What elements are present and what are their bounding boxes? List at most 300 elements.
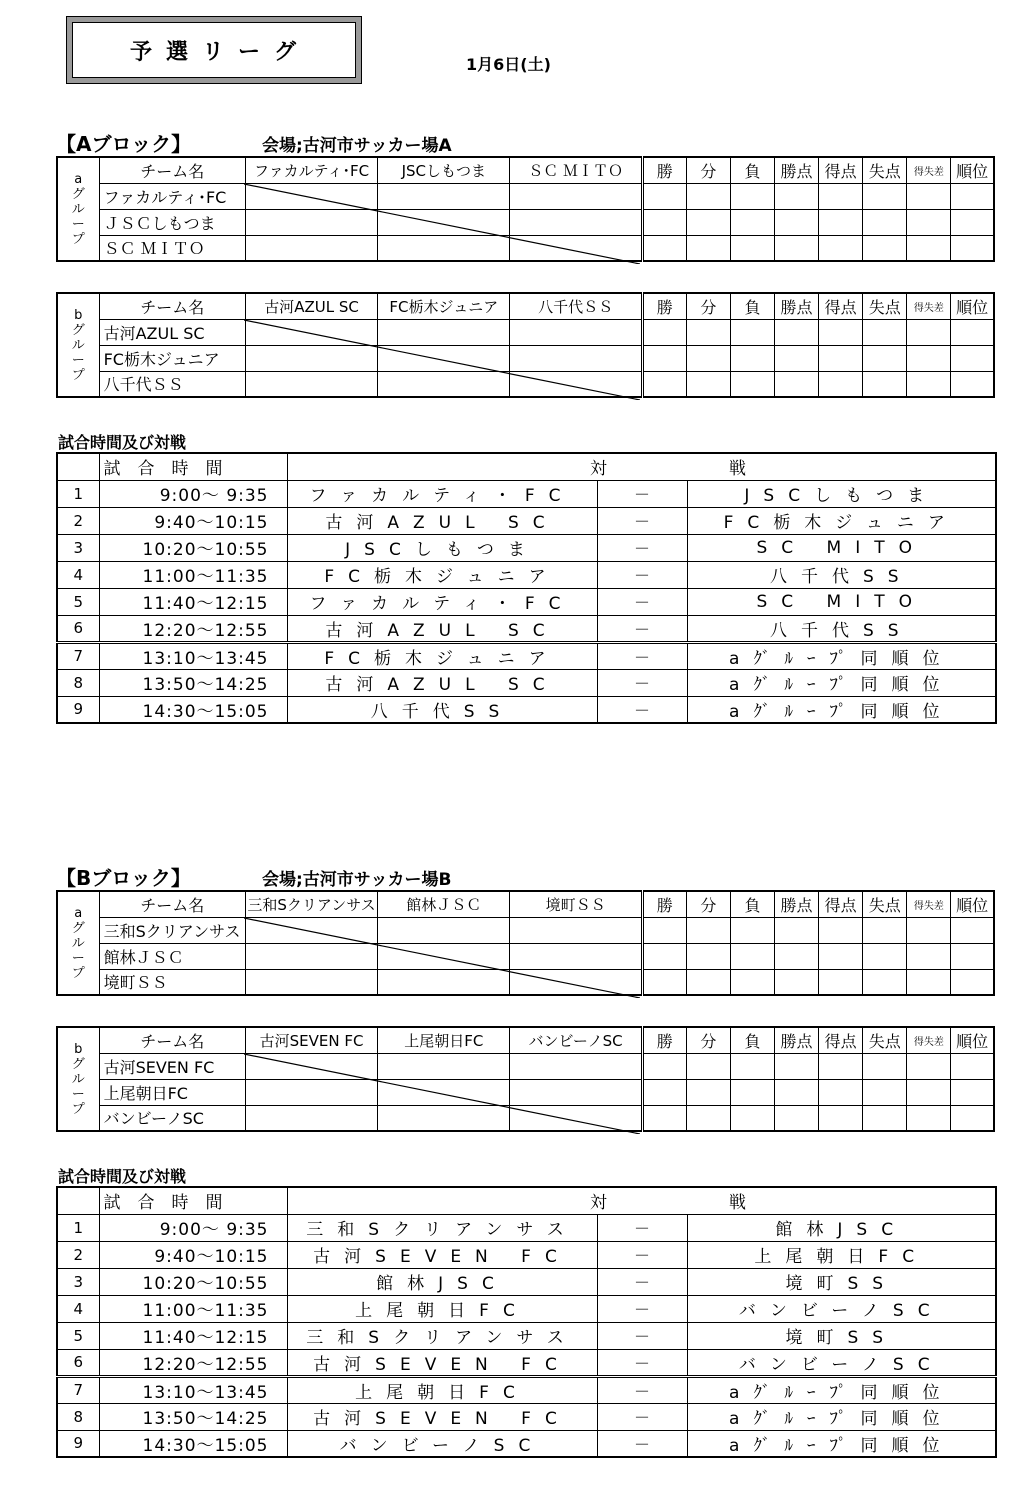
away-team: aｸﾞﾙｰﾌﾟ同順位	[687, 1403, 996, 1430]
home-team: 古河AZUL SC	[287, 615, 597, 642]
result-cell	[245, 1105, 377, 1131]
stat-cell	[907, 235, 951, 261]
stat-cell	[775, 345, 819, 371]
result-cell	[245, 209, 377, 235]
home-team: 八千代SS	[287, 696, 597, 723]
group-label-char: プ	[71, 231, 85, 247]
stat-cell	[642, 235, 686, 261]
result-cell	[510, 183, 642, 209]
stat-header: 負	[730, 157, 774, 183]
group-label-char: プ	[71, 1101, 85, 1117]
stat-cell	[730, 183, 774, 209]
match-number: 1	[57, 480, 99, 507]
versus-dash: －	[597, 1295, 687, 1322]
row-team-name: 三和Sクリアンサス	[99, 917, 245, 943]
row-team-name: 八千代ＳＳ	[99, 371, 245, 397]
league-team-row	[57, 1079, 994, 1105]
stat-cell	[730, 969, 774, 995]
stat-cell	[951, 209, 994, 235]
stat-cell	[819, 345, 863, 371]
match-number: 3	[57, 534, 99, 561]
venue-label: 会場;古河市サッカー場B	[262, 870, 452, 890]
result-cell	[510, 917, 642, 943]
column-team-name: 館林ＪＳＣ	[378, 891, 510, 917]
schedule-title: 試合時間及び対戦	[58, 433, 187, 452]
match-row	[57, 1376, 996, 1403]
vs-header-right: 戦	[687, 1187, 996, 1214]
stat-cell	[907, 183, 951, 209]
group-label-char: グ	[71, 920, 85, 936]
row-team-name: 古河SEVEN FC	[99, 1053, 245, 1079]
stat-cell	[951, 969, 994, 995]
away-team: 八千代SS	[687, 561, 996, 588]
stat-cell	[819, 183, 863, 209]
match-row	[57, 1349, 996, 1376]
stat-header: 勝点	[775, 293, 819, 319]
away-team: aｸﾞﾙｰﾌﾟ同順位	[687, 642, 996, 669]
stat-cell	[730, 209, 774, 235]
league-team-row	[57, 319, 994, 345]
schedule-header-row	[57, 1187, 996, 1214]
stat-cell	[730, 319, 774, 345]
match-number: 4	[57, 1295, 99, 1322]
league-team-row	[57, 917, 994, 943]
league-team-row	[57, 209, 994, 235]
stat-header: 勝点	[775, 891, 819, 917]
away-team: aｸﾞﾙｰﾌﾟ同順位	[687, 696, 996, 723]
versus-dash: －	[597, 696, 687, 723]
stat-cell	[775, 1105, 819, 1131]
stat-cell	[951, 235, 994, 261]
home-team: 館林JSC	[287, 1268, 597, 1295]
away-team: バンビーノSC	[687, 1349, 996, 1376]
stat-cell	[907, 345, 951, 371]
stat-cell	[907, 319, 951, 345]
stat-cell	[730, 345, 774, 371]
versus-dash: －	[597, 588, 687, 615]
column-team-name: ファカルティ･FC	[245, 157, 377, 183]
league-team-row	[57, 345, 994, 371]
stat-cell	[951, 1079, 994, 1105]
versus-dash: －	[597, 669, 687, 696]
group-label-char: ー	[71, 216, 85, 232]
stat-cell	[730, 371, 774, 397]
stat-header: 得失差	[907, 157, 951, 183]
stat-header: 得失差	[907, 891, 951, 917]
stat-cell	[730, 235, 774, 261]
group-label-char: ル	[71, 337, 85, 353]
result-cell	[510, 209, 642, 235]
group-label-char: ル	[71, 201, 85, 217]
stat-cell	[686, 969, 730, 995]
column-team-name: FC栃木ジュニア	[378, 293, 510, 319]
match-row	[57, 615, 996, 642]
stat-cell	[686, 1053, 730, 1079]
stat-cell	[819, 1079, 863, 1105]
result-cell	[510, 345, 642, 371]
stat-cell	[863, 943, 907, 969]
home-team: FC栃木ジュニア	[287, 642, 597, 669]
result-cell	[510, 969, 642, 995]
stat-cell	[819, 319, 863, 345]
versus-dash: －	[597, 1322, 687, 1349]
column-team-name: 上尾朝日FC	[378, 1027, 510, 1053]
stat-cell	[730, 1079, 774, 1105]
match-number: 3	[57, 1268, 99, 1295]
group-label-char: グ	[71, 1056, 85, 1072]
league-header-row	[57, 891, 994, 917]
league-header-row	[57, 1027, 994, 1053]
match-number: 2	[57, 1241, 99, 1268]
group-label	[57, 891, 99, 995]
row-team-name: 境町ＳＳ	[99, 969, 245, 995]
stat-cell	[642, 1105, 686, 1131]
stat-cell	[775, 235, 819, 261]
versus-dash: －	[597, 1430, 687, 1457]
stat-cell	[907, 969, 951, 995]
stat-cell	[819, 943, 863, 969]
stat-header: 失点	[863, 1027, 907, 1053]
schedule-header-row	[57, 453, 996, 480]
match-row	[57, 1241, 996, 1268]
match-row	[57, 1268, 996, 1295]
stat-header: 分	[686, 293, 730, 319]
home-team: 古河AZUL SC	[287, 669, 597, 696]
result-cell	[510, 319, 642, 345]
stat-header: 勝	[642, 891, 686, 917]
stat-header: 順位	[951, 157, 994, 183]
stat-header: 順位	[951, 891, 994, 917]
page-title-frame	[66, 16, 362, 84]
result-cell	[245, 183, 377, 209]
vs-header-left: 対	[287, 453, 687, 480]
stat-cell	[775, 209, 819, 235]
result-cell	[245, 1079, 377, 1105]
stat-header: 負	[730, 293, 774, 319]
stat-header: 得失差	[907, 1027, 951, 1053]
versus-dash: －	[597, 1403, 687, 1430]
away-team: aｸﾞﾙｰﾌﾟ同順位	[687, 669, 996, 696]
result-cell	[378, 371, 510, 397]
stat-cell	[686, 917, 730, 943]
match-row	[57, 507, 996, 534]
group-label	[57, 157, 99, 261]
match-row	[57, 669, 996, 696]
column-team-name: JSCしもつま	[378, 157, 510, 183]
schedule-table	[56, 452, 997, 724]
result-cell	[378, 183, 510, 209]
stat-cell	[642, 1053, 686, 1079]
versus-dash: －	[597, 480, 687, 507]
stat-cell	[686, 235, 730, 261]
home-team: 古河SEVEN FC	[287, 1241, 597, 1268]
result-cell	[510, 1105, 642, 1131]
group-label-char: プ	[71, 367, 85, 383]
stat-cell	[775, 917, 819, 943]
league-team-row	[57, 1105, 994, 1131]
match-time: 14:30～15:05	[99, 1430, 287, 1457]
stat-cell	[686, 319, 730, 345]
column-team-name: ＳＣ ＭＩＴＯ	[510, 157, 642, 183]
stat-cell	[863, 1079, 907, 1105]
versus-dash: －	[597, 1349, 687, 1376]
result-cell	[378, 917, 510, 943]
stat-header: 勝	[642, 293, 686, 319]
stat-header: 勝点	[775, 1027, 819, 1053]
stat-cell	[907, 1053, 951, 1079]
result-cell	[510, 235, 642, 261]
team-name-header: チーム名	[99, 891, 245, 917]
stat-cell	[686, 943, 730, 969]
stat-cell	[730, 943, 774, 969]
stat-cell	[819, 209, 863, 235]
away-team: 境町SS	[687, 1322, 996, 1349]
versus-dash: －	[597, 507, 687, 534]
match-number: 6	[57, 1349, 99, 1376]
result-cell	[378, 943, 510, 969]
stat-cell	[642, 969, 686, 995]
match-time: 13:10～13:45	[99, 642, 287, 669]
result-cell	[510, 943, 642, 969]
result-cell	[245, 943, 377, 969]
row-team-name: バンビーノSC	[99, 1105, 245, 1131]
result-cell	[245, 235, 377, 261]
match-time: 13:50～14:25	[99, 1403, 287, 1430]
stat-cell	[951, 943, 994, 969]
stat-header: 得点	[819, 1027, 863, 1053]
stat-cell	[686, 1079, 730, 1105]
group-label-char: ー	[71, 950, 85, 966]
match-time: 13:50～14:25	[99, 669, 287, 696]
result-cell	[245, 917, 377, 943]
group-label	[57, 293, 99, 397]
stat-cell	[642, 183, 686, 209]
stat-cell	[819, 969, 863, 995]
stat-cell	[642, 917, 686, 943]
stat-cell	[907, 1079, 951, 1105]
stat-cell	[863, 969, 907, 995]
match-time: 9:40～10:15	[99, 1241, 287, 1268]
stat-cell	[730, 1105, 774, 1131]
group-label-char: b	[74, 1041, 83, 1057]
column-team-name: 八千代ＳＳ	[510, 293, 642, 319]
league-team-row	[57, 943, 994, 969]
stat-cell	[863, 235, 907, 261]
home-team: ファカルティ・FC	[287, 588, 597, 615]
versus-dash: －	[597, 534, 687, 561]
home-team: 古河SEVEN FC	[287, 1403, 597, 1430]
home-team: FC栃木ジュニア	[287, 561, 597, 588]
group-label-char: ル	[71, 1071, 85, 1087]
league-team-row	[57, 183, 994, 209]
stat-header: 勝	[642, 1027, 686, 1053]
stat-cell	[642, 371, 686, 397]
away-team: SC MITO	[687, 534, 996, 561]
home-team: JSCしもつま	[287, 534, 597, 561]
stat-cell	[686, 1105, 730, 1131]
match-time: 11:00～11:35	[99, 561, 287, 588]
stat-cell	[642, 319, 686, 345]
league-team-row	[57, 969, 994, 995]
away-team: aｸﾞﾙｰﾌﾟ同順位	[687, 1430, 996, 1457]
result-cell	[245, 969, 377, 995]
match-number: 9	[57, 696, 99, 723]
match-number: 2	[57, 507, 99, 534]
match-row	[57, 1295, 996, 1322]
result-cell	[378, 319, 510, 345]
stat-cell	[819, 371, 863, 397]
schedule-no-header	[57, 1187, 99, 1214]
versus-dash: －	[597, 561, 687, 588]
stat-header: 勝	[642, 157, 686, 183]
stat-cell	[819, 917, 863, 943]
match-time: 10:20～10:55	[99, 1268, 287, 1295]
match-number: 5	[57, 588, 99, 615]
match-row	[57, 1403, 996, 1430]
venue-label: 会場;古河市サッカー場A	[262, 136, 452, 156]
away-team: aｸﾞﾙｰﾌﾟ同順位	[687, 1376, 996, 1403]
schedule-title: 試合時間及び対戦	[58, 1167, 187, 1186]
stat-cell	[819, 1105, 863, 1131]
result-cell	[510, 1053, 642, 1079]
match-row	[57, 1214, 996, 1241]
stat-cell	[686, 183, 730, 209]
stat-cell	[951, 1053, 994, 1079]
stat-cell	[951, 319, 994, 345]
match-row	[57, 480, 996, 507]
match-time: 12:20～12:55	[99, 615, 287, 642]
stat-cell	[951, 917, 994, 943]
stat-header: 分	[686, 157, 730, 183]
stat-cell	[642, 1079, 686, 1105]
stat-header: 分	[686, 891, 730, 917]
home-team: 古河SEVEN FC	[287, 1349, 597, 1376]
match-time: 11:00～11:35	[99, 1295, 287, 1322]
match-number: 8	[57, 669, 99, 696]
versus-dash: －	[597, 615, 687, 642]
team-name-header: チーム名	[99, 157, 245, 183]
home-team: 上尾朝日FC	[287, 1376, 597, 1403]
stat-cell	[686, 345, 730, 371]
team-name-header: チーム名	[99, 293, 245, 319]
stat-header: 勝点	[775, 157, 819, 183]
away-team: バンビーノSC	[687, 1295, 996, 1322]
home-team: 古河AZUL SC	[287, 507, 597, 534]
stat-cell	[863, 209, 907, 235]
stat-header: 分	[686, 1027, 730, 1053]
stat-cell	[730, 917, 774, 943]
time-header: 試 合 時 間	[99, 453, 287, 480]
column-team-name: 古河SEVEN FC	[245, 1027, 377, 1053]
league-team-row	[57, 1053, 994, 1079]
match-number: 1	[57, 1214, 99, 1241]
match-row	[57, 696, 996, 723]
home-team: ファカルティ・FC	[287, 480, 597, 507]
match-number: 9	[57, 1430, 99, 1457]
match-row	[57, 1322, 996, 1349]
versus-dash: －	[597, 1376, 687, 1403]
group-label-char: グ	[71, 186, 85, 202]
result-cell	[245, 1053, 377, 1079]
stat-cell	[819, 235, 863, 261]
result-cell	[245, 345, 377, 371]
match-time: 9:00～ 9:35	[99, 1214, 287, 1241]
result-cell	[378, 209, 510, 235]
result-cell	[378, 969, 510, 995]
column-team-name: 三和Sクリアンサス	[245, 891, 377, 917]
stat-cell	[951, 183, 994, 209]
stat-header: 負	[730, 891, 774, 917]
result-cell	[378, 345, 510, 371]
result-cell	[510, 371, 642, 397]
stat-cell	[775, 371, 819, 397]
stat-cell	[775, 1053, 819, 1079]
stat-cell	[907, 1105, 951, 1131]
stat-header: 得点	[819, 891, 863, 917]
match-row	[57, 642, 996, 669]
stat-cell	[642, 209, 686, 235]
stat-cell	[863, 345, 907, 371]
stat-cell	[863, 319, 907, 345]
group-label-char: a	[74, 905, 83, 921]
row-team-name: ＳＣ ＭＩＴＯ	[99, 235, 245, 261]
stat-cell	[686, 371, 730, 397]
row-team-name: ファカルティ･FC	[99, 183, 245, 209]
result-cell	[378, 1053, 510, 1079]
league-header-row	[57, 293, 994, 319]
stat-cell	[863, 1105, 907, 1131]
result-cell	[510, 1079, 642, 1105]
group-label-char: b	[74, 307, 83, 323]
stat-cell	[907, 917, 951, 943]
row-team-name: 上尾朝日FC	[99, 1079, 245, 1105]
stat-cell	[686, 209, 730, 235]
column-team-name: バンビーノSC	[510, 1027, 642, 1053]
league-table	[56, 890, 995, 996]
column-team-name: 境町ＳＳ	[510, 891, 642, 917]
group-label-char: a	[74, 171, 83, 187]
versus-dash: －	[597, 642, 687, 669]
stat-cell	[819, 1053, 863, 1079]
match-number: 7	[57, 1376, 99, 1403]
league-team-row	[57, 235, 994, 261]
home-team: 上尾朝日FC	[287, 1295, 597, 1322]
match-time: 12:20～12:55	[99, 1349, 287, 1376]
stat-cell	[775, 943, 819, 969]
match-time: 9:00～ 9:35	[99, 480, 287, 507]
league-table	[56, 292, 995, 398]
stat-cell	[951, 345, 994, 371]
home-team: 三和Sクリアンサス	[287, 1322, 597, 1349]
away-team: FC栃木ジュニア	[687, 507, 996, 534]
match-time: 10:20～10:55	[99, 534, 287, 561]
versus-dash: －	[597, 1268, 687, 1295]
versus-dash: －	[597, 1241, 687, 1268]
team-name-header: チーム名	[99, 1027, 245, 1053]
result-cell	[245, 371, 377, 397]
stat-cell	[775, 183, 819, 209]
stat-cell	[863, 1053, 907, 1079]
group-label	[57, 1027, 99, 1131]
home-team: 三和Sクリアンサス	[287, 1214, 597, 1241]
match-number: 4	[57, 561, 99, 588]
stat-cell	[775, 1079, 819, 1105]
stat-cell	[775, 319, 819, 345]
stat-header: 得失差	[907, 293, 951, 319]
row-team-name: 古河AZUL SC	[99, 319, 245, 345]
away-team: 館林JSC	[687, 1214, 996, 1241]
vs-header-left: 対	[287, 1187, 687, 1214]
